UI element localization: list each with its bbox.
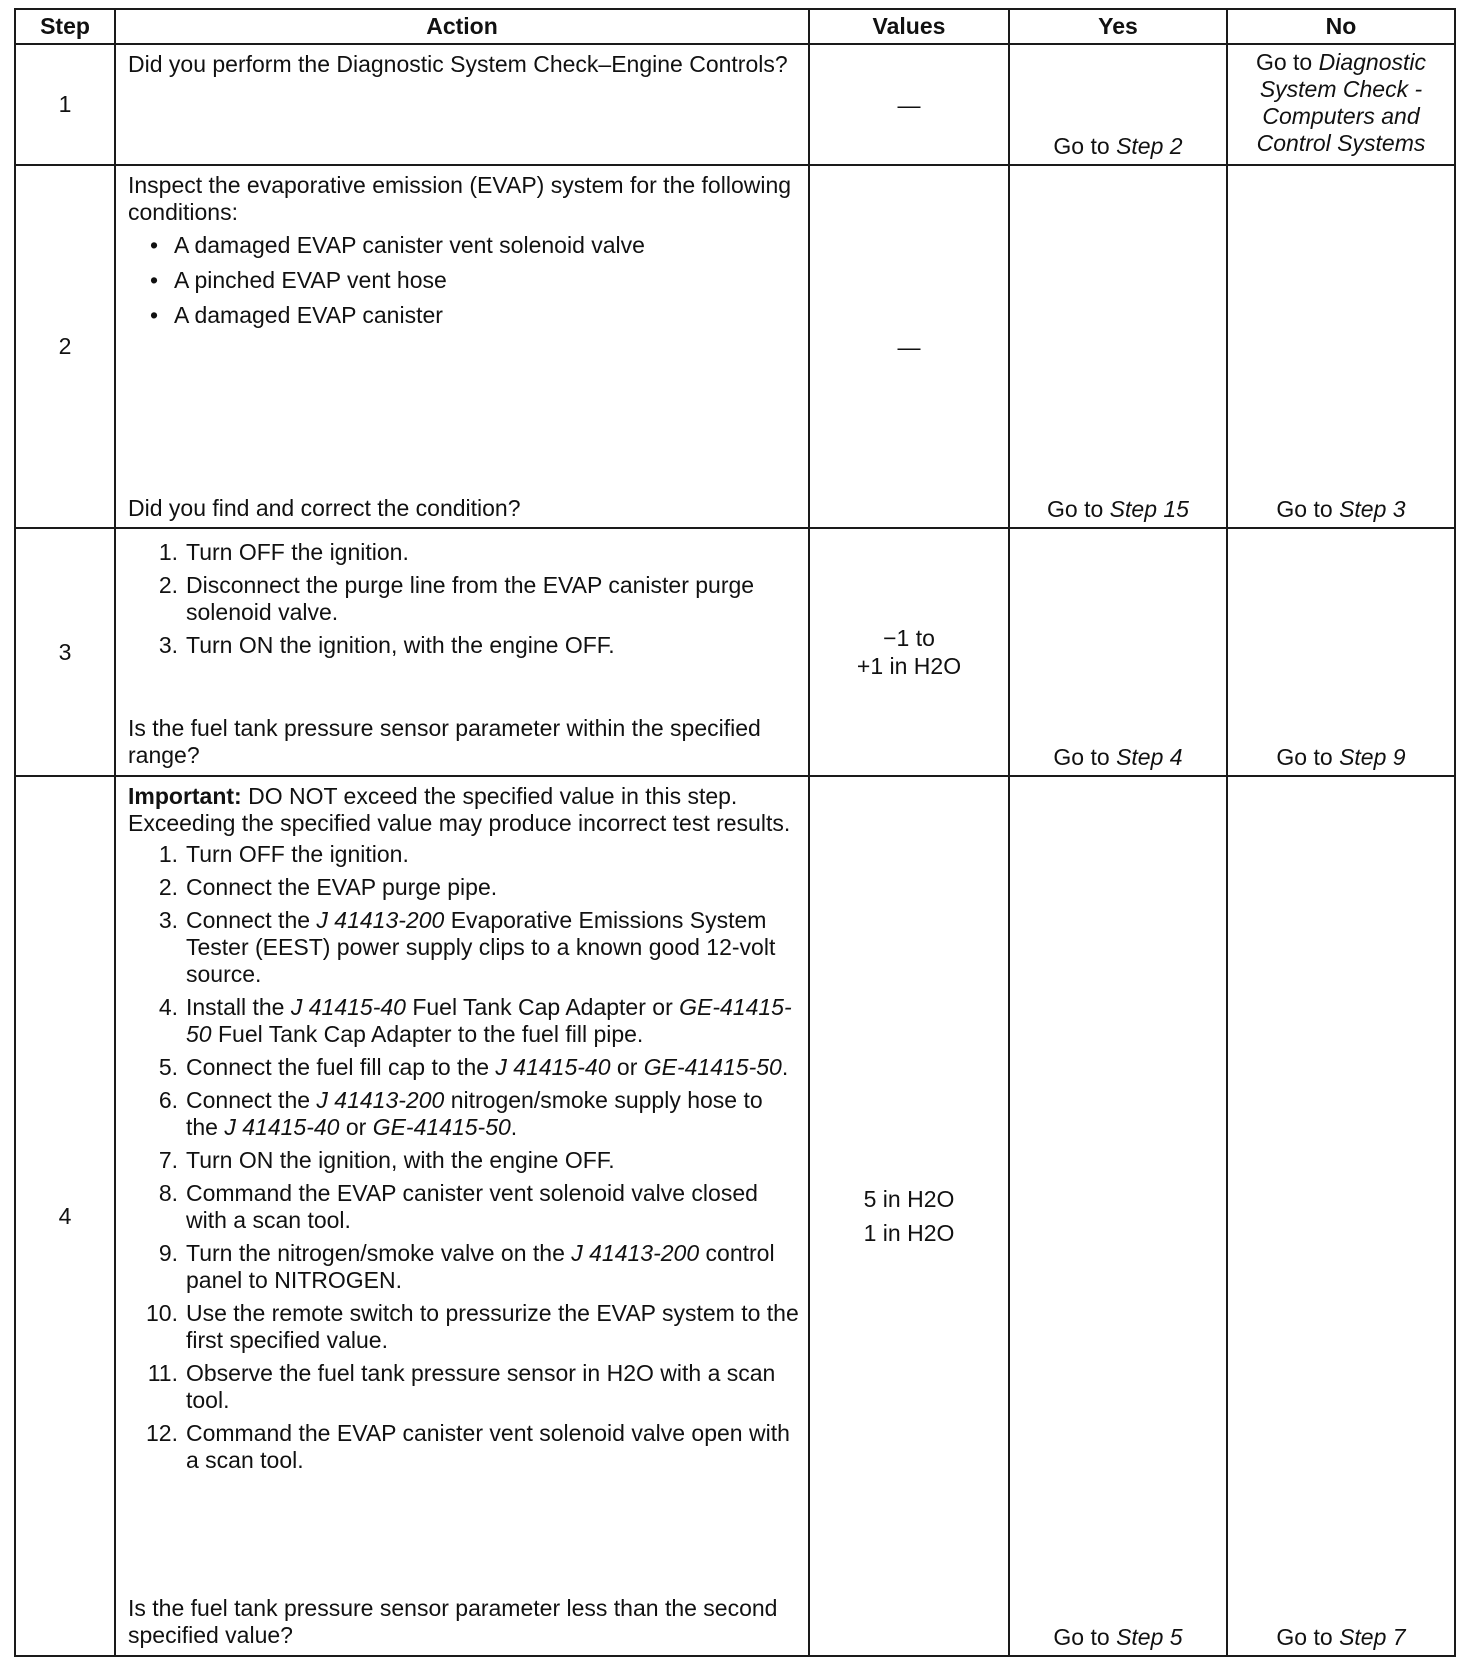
table-row-step-3	[15, 528, 1455, 776]
no-cell	[1227, 776, 1455, 1656]
header-action: Action	[115, 9, 809, 44]
yes-prefix: Go to	[1053, 133, 1117, 159]
tool-ref: J 41413-200	[316, 907, 445, 933]
tool-ref: J 41415-40	[495, 1054, 611, 1080]
list-item: 12. Command the EVAP canister vent solenoid valve open with a scan tool.	[146, 1420, 790, 1473]
list-item: 4. Install the J 41415-40 Fuel Tank Cap Adapter or GE-41415-50 Fuel Tank Cap Adapter to the fuel fill pipe.	[158, 994, 792, 1047]
list-item: 10. Use the remote switch to pressurize the EVAP system to the first specified value.	[146, 1300, 799, 1353]
value-dash: —	[897, 333, 921, 360]
tool-ref: GE-41415-50	[372, 1114, 511, 1140]
list-item: 11. Observe the fuel tank pressure sensor in H2O with a scan tool.	[147, 1360, 776, 1413]
step-number: 2	[15, 165, 115, 528]
list-item: 1. Turn OFF the ignition.	[158, 539, 409, 565]
no-cell	[1227, 165, 1455, 528]
value-line: +1 in H2O	[856, 653, 962, 679]
yes-prefix: Go to	[1047, 496, 1110, 522]
action-question: Did you perform the Diagnostic System Check–Engine Controls?	[128, 51, 788, 77]
step-number: 4	[15, 776, 115, 1656]
yes-prefix: Go to	[1053, 744, 1117, 770]
yes-cell	[1009, 776, 1227, 1656]
no-cell	[1227, 528, 1455, 776]
list-item: 9. Turn the nitrogen/smoke valve on the J 41413-200 control panel to NITROGEN.	[158, 1240, 775, 1293]
header-step: Step	[15, 9, 115, 44]
action-cell	[115, 165, 809, 528]
header-row	[15, 9, 1455, 44]
table-row-step-4	[15, 776, 1455, 1656]
header-no: No	[1227, 9, 1455, 44]
important-note	[128, 783, 800, 837]
yes-cell	[1009, 528, 1227, 776]
important-text: DO NOT exceed the specified value in this step. Exceeding the specified value may produce incorrect test results.	[128, 783, 791, 836]
bullet-icon: •	[150, 232, 159, 258]
value-cell	[809, 528, 1009, 776]
step-number: 3	[15, 528, 115, 776]
no-prefix: Go to	[1276, 744, 1340, 770]
procedure-list	[128, 841, 800, 1474]
value-line: 1 in H2O	[863, 1220, 955, 1246]
tool-ref: J 41415-40	[224, 1114, 340, 1140]
list-item: 1. Turn OFF the ignition.	[158, 841, 409, 867]
header-values: Values	[809, 9, 1009, 44]
list-item: • A pinched EVAP vent hose	[150, 267, 447, 293]
list-item: 2. Disconnect the purge line from the EVAP canister purge solenoid valve.	[158, 572, 755, 625]
list-item: 3. Turn ON the ignition, with the engine OFF.	[158, 632, 615, 658]
value-line: −1 to	[883, 625, 935, 651]
tool-ref: J 41413-200	[571, 1240, 700, 1266]
bullet-icon: •	[150, 302, 159, 328]
no-target: Step 7	[1339, 1624, 1406, 1650]
yes-target: Step 15	[1109, 496, 1189, 522]
list-item: 2. Connect the EVAP purge pipe.	[158, 874, 498, 900]
table-row-step-2	[15, 165, 1455, 528]
list-item: • A damaged EVAP canister	[150, 302, 443, 328]
yes-cell	[1009, 44, 1227, 165]
bullet-icon: •	[150, 267, 159, 293]
procedure-list	[128, 539, 800, 665]
list-item: 7. Turn ON the ignition, with the engine OFF.	[158, 1147, 615, 1173]
value-cell	[809, 776, 1009, 1656]
no-target: Diagnostic System Check - Computers and Control Systems	[1256, 49, 1427, 156]
action-cell	[115, 528, 809, 776]
list-item: • A damaged EVAP canister vent solenoid valve	[150, 232, 645, 258]
yes-target: Step 2	[1116, 133, 1183, 159]
important-label: Important:	[128, 783, 242, 809]
tool-ref: J 41415-40	[290, 994, 406, 1020]
header-yes: Yes	[1009, 9, 1227, 44]
value-cell	[809, 165, 1009, 528]
yes-cell	[1009, 165, 1227, 528]
no-target: Step 3	[1339, 496, 1406, 522]
action-cell	[115, 44, 809, 165]
tool-ref: GE-41415-50	[643, 1054, 782, 1080]
no-target: Step 9	[1339, 744, 1406, 770]
action-question: Is the fuel tank pressure sensor parameter within the specified range?	[128, 715, 761, 768]
table-row-step-1	[15, 44, 1455, 165]
list-item: 6. Connect the J 41413-200 nitrogen/smoke supply hose to the J 41415-40 or GE-41415-50.	[158, 1087, 763, 1140]
no-cell	[1227, 44, 1455, 165]
no-prefix: Go to	[1276, 496, 1340, 522]
no-prefix: Go to	[1276, 1624, 1340, 1650]
condition-list	[128, 232, 800, 329]
yes-target: Step 4	[1116, 744, 1183, 770]
tool-ref: J 41413-200	[316, 1087, 445, 1113]
yes-target: Step 5	[1116, 1624, 1183, 1650]
diagnostic-table	[14, 8, 1456, 1657]
action-cell	[115, 776, 809, 1656]
list-item: 8. Command the EVAP canister vent solenoid valve closed with a scan tool.	[158, 1180, 758, 1233]
list-item: 3. Connect the J 41413-200 Evaporative Emissions System Tester (EEST) power supply clips to a known good 12-volt source.	[158, 907, 776, 987]
step-number: 1	[15, 44, 115, 165]
value-line: 5 in H2O	[863, 1186, 955, 1212]
yes-prefix: Go to	[1053, 1624, 1117, 1650]
action-question: Is the fuel tank pressure sensor parameter less than the second specified value?	[128, 1595, 778, 1648]
value-cell	[809, 44, 1009, 165]
list-item: 5. Connect the fuel fill cap to the J 41415-40 or GE-41415-50.	[158, 1054, 789, 1080]
action-question: Did you find and correct the condition?	[128, 495, 521, 521]
no-prefix: Go to	[1255, 49, 1319, 75]
tool-ref: GE-41415-50	[186, 994, 792, 1047]
diagnostic-page	[14, 8, 1454, 1657]
value-dash: —	[897, 91, 921, 118]
action-intro: Inspect the evaporative emission (EVAP) system for the following conditions:	[128, 172, 792, 225]
